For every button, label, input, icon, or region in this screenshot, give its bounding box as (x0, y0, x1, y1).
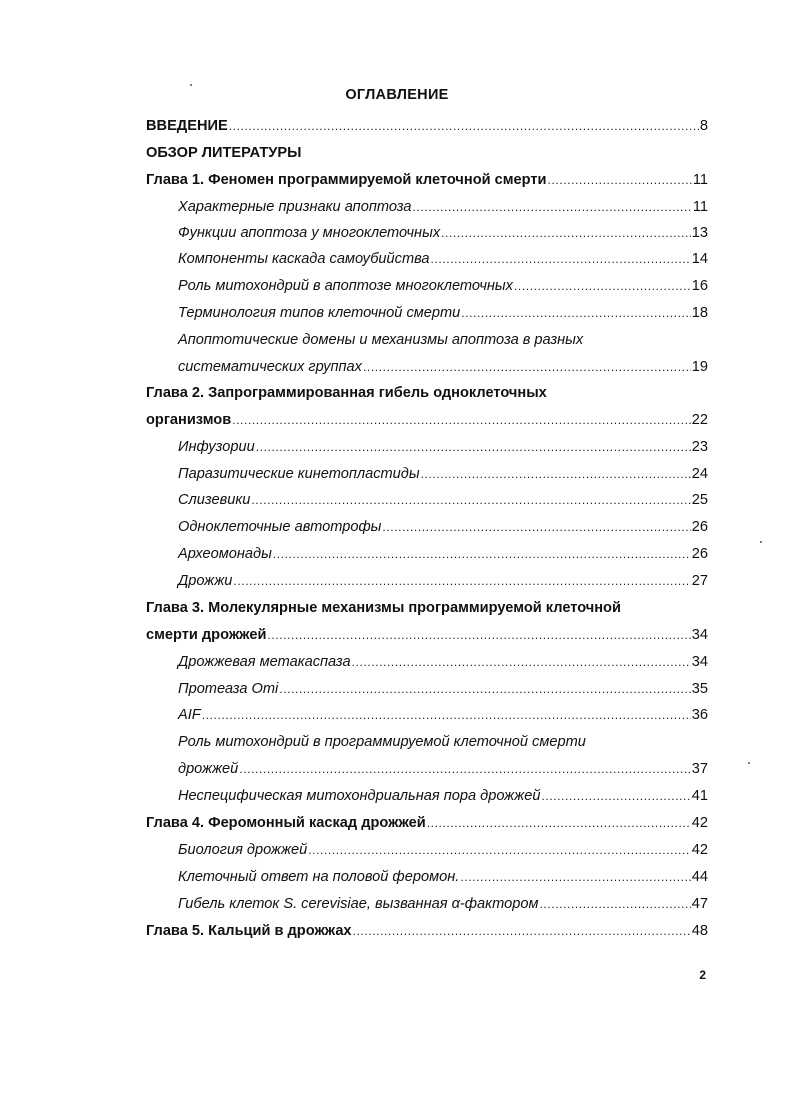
toc-entry (178, 651, 708, 671)
toc-entry-title: Гибель клеток S. cerevisiae, вызванная α-фактором (178, 896, 539, 912)
toc-entry (146, 142, 708, 162)
dot-leader (421, 466, 691, 480)
toc-entry-page: 19 (691, 359, 708, 375)
toc-entry-page: 24 (691, 466, 708, 482)
toc-entry-title: Глава 1. Феномен программируемой клеточной смерти (146, 172, 547, 188)
toc-entry-page: 14 (691, 251, 708, 267)
toc-entry (178, 839, 708, 859)
toc-entry (178, 678, 708, 698)
toc-entry-page: 18 (691, 305, 708, 321)
toc-entry-title: Глава 5. Кальций в дрожжах (146, 923, 352, 939)
toc-entry-page: 23 (691, 439, 708, 455)
dot-leader (539, 896, 690, 910)
toc-entry-title: Апоптотические домены и механизмы апоптоза в разных (178, 332, 584, 348)
dot-leader (461, 305, 691, 319)
dot-leader (233, 573, 690, 587)
toc-entry (178, 302, 708, 322)
toc-entry-title: дрожжей (178, 761, 239, 777)
toc-entry (178, 543, 708, 563)
toc-entry-page: 11 (692, 172, 708, 188)
toc-entry-title: Роль митохондрий в программируемой клеточной смерти (178, 734, 586, 750)
toc-entry-title: Глава 2. Запрограммированная гибель одноклеточных (146, 385, 547, 401)
toc-entry-page: 41 (691, 788, 708, 804)
dot-leader (363, 359, 691, 373)
toc-entry-title: Функции апоптоза у многоклеточных (178, 225, 441, 241)
dot-leader (431, 251, 691, 265)
toc-entry (146, 169, 708, 189)
toc-entry-title: ВВЕДЕНИЕ (146, 118, 228, 134)
toc-entry-page: 11 (692, 199, 708, 215)
toc-entry-page: 25 (691, 492, 708, 508)
toc-entry (146, 115, 708, 135)
toc-entry-title: ОБЗОР ЛИТЕРАТУРЫ (146, 145, 302, 161)
dot-leader (382, 519, 690, 533)
toc-entry (178, 356, 708, 376)
toc-entry-page: 42 (691, 815, 708, 831)
toc-entry-title: Дрожжи (178, 573, 233, 589)
toc-entry-title: Дрожжевая метакаспаза (178, 654, 351, 670)
dot-leader (308, 842, 691, 856)
toc-entry (178, 516, 708, 536)
dot-leader (541, 788, 690, 802)
dot-leader (514, 278, 691, 292)
toc-entry-title: Глава 3. Молекулярные механизмы программируемой клеточной (146, 600, 621, 616)
toc-entry-page: 13 (691, 225, 708, 241)
page-number: 2 (699, 968, 706, 982)
toc-entry-title: Терминология типов клеточной смерти (178, 305, 461, 321)
dot-leader (353, 923, 691, 937)
toc-entry-page: 35 (691, 681, 708, 697)
toc-entry (178, 489, 708, 509)
dot-leader (202, 707, 691, 721)
toc-entry-page: 16 (691, 278, 708, 294)
toc-entry-title: Биология дрожжей (178, 842, 308, 858)
toc-entry (146, 382, 708, 402)
toc-entry-title: AIF (178, 707, 201, 723)
toc-entry-page: 26 (691, 546, 708, 562)
toc-entry (178, 275, 708, 295)
toc-entry-title: систематических группах (178, 359, 362, 375)
toc-entry-title: Одноклеточные автотрофы (178, 519, 382, 535)
toc-entry (178, 436, 708, 456)
dot-leader (352, 654, 691, 668)
dot-leader (229, 118, 699, 132)
dot-leader (548, 172, 692, 186)
toc-entry-page: 48 (691, 923, 708, 939)
toc-entry-page: 37 (691, 761, 708, 777)
toc-entry (178, 866, 708, 886)
toc-entry (146, 624, 708, 644)
toc-entry (178, 222, 708, 242)
toc-entry-title: Характерные признаки апоптоза (178, 199, 412, 215)
toc-entry (178, 196, 708, 216)
toc-entry-title: Неспецифическая митохондриальная пора дрожжей (178, 788, 541, 804)
toc-entry (146, 409, 708, 429)
toc-entry (178, 463, 708, 483)
toc-entry-page: 26 (691, 519, 708, 535)
toc-entry-title: Клеточный ответ на половой феромон. (178, 869, 460, 885)
toc-entry-title: Роль митохондрий в апоптозе многоклеточных (178, 278, 513, 294)
toc-entry (178, 758, 708, 778)
toc-entry-page: 34 (691, 654, 708, 670)
dot-leader (239, 761, 690, 775)
dot-leader (256, 439, 691, 453)
dot-leader (413, 199, 692, 213)
toc-entry-title: Компоненты каскада самоубийства (178, 251, 430, 267)
toc-entry-page: 42 (691, 842, 708, 858)
toc-entry-title: Глава 4. Феромонный каскад дрожжей (146, 815, 426, 831)
toc-entry-title: смерти дрожжей (146, 627, 267, 643)
toc-entry (146, 812, 708, 832)
toc-title: ОГЛАВЛЕНИЕ (345, 87, 449, 103)
toc-entry-title: Протеаза Omi (178, 681, 279, 697)
dot-leader (251, 492, 690, 506)
toc-entry-page: 8 (699, 118, 708, 134)
dot-leader (279, 681, 691, 695)
toc-entry-page: 22 (691, 412, 708, 428)
toc-entry-page: 44 (691, 869, 708, 885)
toc-entry (178, 785, 708, 805)
toc-entry-page: 47 (691, 896, 708, 912)
dot-leader (460, 869, 690, 883)
scan-speck (748, 762, 750, 764)
toc-entry-title: организмов (146, 412, 232, 428)
dot-leader (267, 627, 690, 641)
toc-entry-title: Инфузории (178, 439, 255, 455)
dot-leader (427, 815, 691, 829)
toc-entry (178, 248, 708, 268)
scan-speck (190, 84, 192, 86)
toc-entry (178, 570, 708, 590)
toc-entry-title: Паразитические кинетопластиды (178, 466, 420, 482)
dot-leader (273, 546, 691, 560)
toc-entry (146, 597, 708, 617)
toc-entry (178, 329, 708, 349)
dot-leader (441, 225, 691, 239)
toc-entry-page: 36 (691, 707, 708, 723)
toc-entry (178, 893, 708, 913)
toc-entry (178, 731, 708, 751)
toc-entry (146, 920, 708, 940)
scan-speck (760, 541, 762, 543)
toc-entry-page: 34 (691, 627, 708, 643)
dot-leader (232, 412, 691, 426)
toc-entry-page: 27 (691, 573, 708, 589)
toc-entry (178, 704, 708, 724)
toc-entry-title: Археомонады (178, 546, 272, 562)
toc-entry-title: Слизевики (178, 492, 251, 508)
